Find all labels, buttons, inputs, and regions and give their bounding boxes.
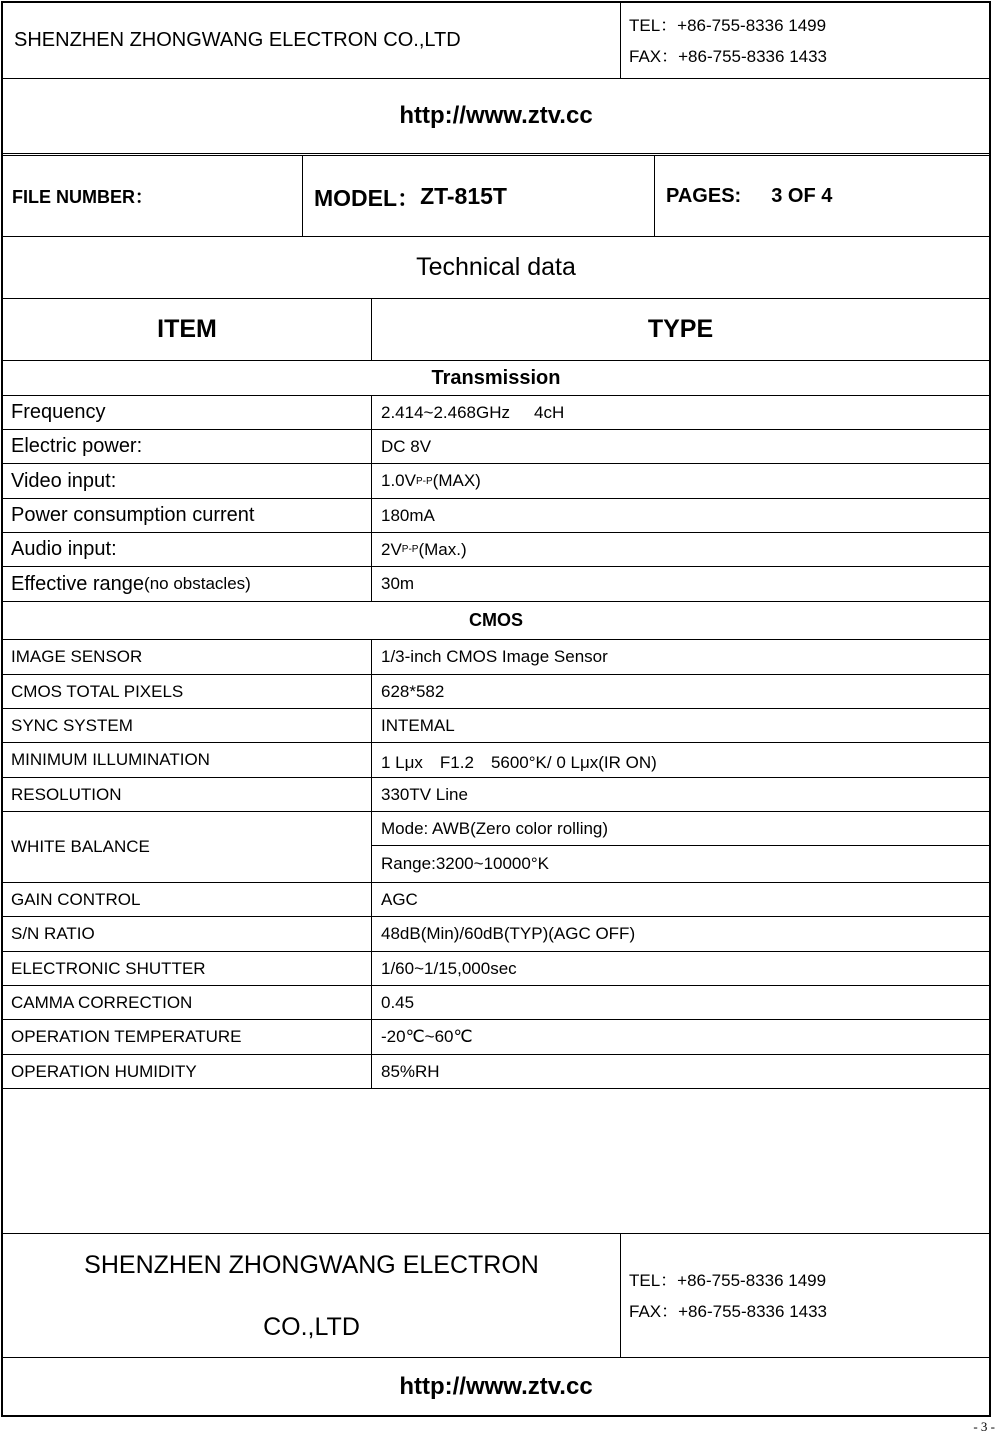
row-value [371,396,989,429]
row-label [3,567,371,601]
frequency-value: 2.414~2.468GHz [381,402,511,422]
row-value-mode: Mode: AWB(Zero color rolling) [371,812,989,846]
table-row [3,567,989,602]
row-value: DC 8V [371,430,989,463]
row-label: OPERATION TEMPERATURE [11,1027,242,1046]
value-part: 1.0V [381,471,416,490]
section-title-cmos: CMOS [469,610,523,630]
row-label: Electric power: [11,435,143,457]
row-value: 30m [371,567,989,601]
row-label: Video input: [11,469,117,492]
row-value-range: Range:3200~10000°K [371,846,989,882]
section-cmos [3,602,989,640]
row-label: Power consumption current [11,504,255,526]
footer-tel-text: TEL：+86-755-8336 1499 [629,1270,827,1290]
footer-row [3,1234,989,1358]
file-info-row [3,156,989,237]
table-row [3,1055,989,1089]
contact-block [620,3,989,78]
pages-label: PAGES: [666,184,742,207]
value-part: 2V [381,539,402,559]
pages-value: 3 OF 4 [771,184,833,207]
row-label: Audio input: [11,538,117,560]
table-row [3,1020,989,1055]
row-value: 85%RH [371,1055,989,1088]
row-value [371,464,989,498]
row-label: CAMMA CORRECTION [11,992,193,1012]
row-label: OPERATION HUMIDITY [11,1061,197,1081]
row-value: 1/3-inch CMOS Image Sensor [371,640,989,674]
header-url-row [3,79,989,156]
blank-area [3,1089,989,1234]
table-row [3,430,989,464]
table-row [3,640,989,675]
row-value: -20℃~60℃ [371,1020,989,1054]
footer-company-line2: CO.,LTD [263,1313,360,1341]
table-row [3,675,989,709]
model-value: ZT-815T [420,182,507,209]
row-value: 628*582 [371,675,989,708]
company-name: SHENZHEN ZHONGWANG ELECTRON CO.,LTD [14,29,461,51]
label-note: (no obstacles) [144,574,251,593]
table-row [3,499,989,533]
value-part: (Max.) [418,539,467,559]
row-label: IMAGE SENSOR [11,647,143,666]
row-value: 1 Lμx F1.2 5600°K/ 0 Lμx(IR ON) [371,743,989,777]
table-row [3,464,989,499]
row-value: AGC [371,883,989,916]
row-value: 330TV Line [371,778,989,811]
row-label: WHITE BALANCE [11,837,150,856]
tel-text: TEL：+86-755-8336 1499 [629,15,827,35]
table-row [3,778,989,812]
row-label: Frequency [11,401,106,423]
model-cell [302,156,654,236]
row-value: 180mA [371,499,989,532]
table-row [3,709,989,743]
footer-contact-block [620,1234,989,1357]
table-row [3,883,989,917]
column-item: ITEM [157,315,217,343]
title-row [3,237,989,299]
row-value: INTEMAL [371,709,989,742]
document-frame [1,1,991,1417]
value-subscript: P-P [401,544,419,555]
footer-company [3,1234,620,1357]
row-label: SYNC SYSTEM [11,715,133,735]
value-subscript: P-P [415,475,433,487]
column-type: TYPE [371,299,989,360]
table-row [3,396,989,430]
website-link[interactable]: http://www.ztv.cc [399,102,593,129]
page-number: - 3 - [973,1419,995,1434]
row-value: 1/60~1/15,000sec [371,952,989,985]
column-header-row [3,299,989,361]
page-title: Technical data [416,253,576,281]
table-row [3,917,989,952]
table-row [3,743,989,778]
channels-value: 4cH [534,402,565,422]
row-label: MINIMUM ILLUMINATION [11,750,210,769]
model-label: MODEL： [314,184,421,211]
footer-website-link[interactable]: http://www.ztv.cc [399,1372,593,1400]
row-value: 0.45 [371,986,989,1019]
pages-cell [654,156,989,236]
row-label: GAIN CONTROL [11,889,141,909]
value-part: (MAX) [432,471,481,490]
row-label: S/N RATIO [11,924,95,943]
section-title-transmission: Transmission [431,366,561,389]
header-row [3,3,989,79]
row-label: ELECTRONIC SHUTTER [11,958,206,978]
row-value: 48dB(Min)/60dB(TYP)(AGC OFF) [371,917,989,951]
row-value [371,533,989,566]
table-row [3,533,989,567]
table-row-white-balance [3,812,989,883]
row-label: CMOS TOTAL PIXELS [11,681,184,701]
label-main: Effective range [11,572,145,595]
footer-fax-text: FAX：+86-755-8336 1433 [629,1301,828,1321]
row-label: RESOLUTION [11,784,122,804]
table-row [3,986,989,1020]
footer-url-row [3,1358,989,1415]
section-transmission [3,361,989,396]
footer-company-line1: SHENZHEN ZHONGWANG ELECTRON [84,1251,539,1279]
fax-text: FAX：+86-755-8336 1433 [629,46,828,66]
table-row [3,952,989,986]
file-number-label: FILE NUMBER： [12,187,153,207]
